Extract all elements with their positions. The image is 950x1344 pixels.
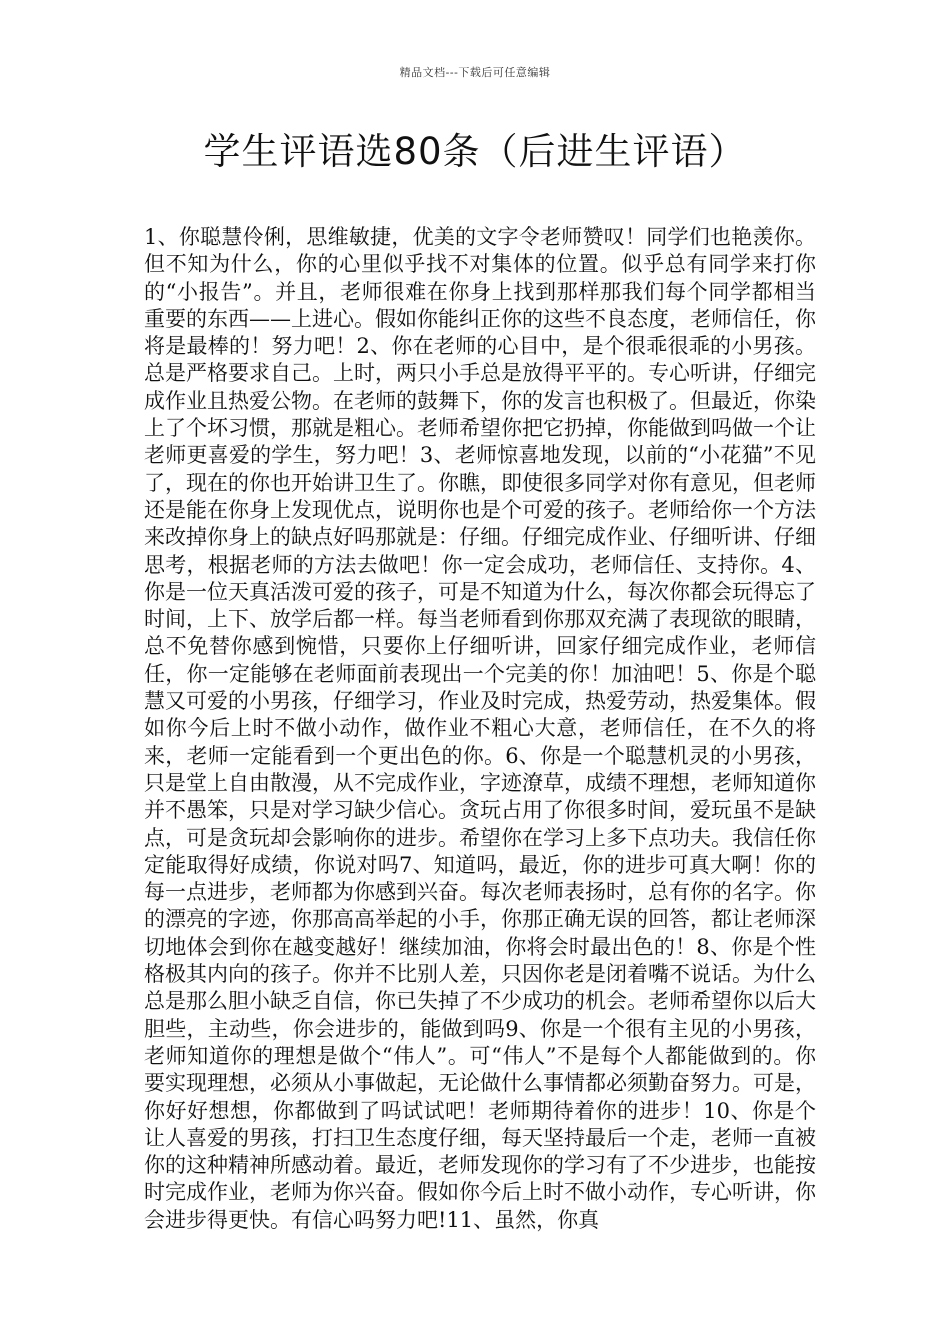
page-header-note: 精品文档---下载后可任意编辑 — [399, 66, 551, 79]
document-body-paragraph: 1、你聪慧伶俐，思维敏捷，优美的文字令老师赞叹！同学们也艳羡你。但不知为什么，你的心里似乎找不对集体的位置。似乎总有同学来打你的“小报告”。并且，老师很难在你身上找到那样那我们每个同学都相当重要的东西——上进心。假如你能纠正你的这些不良态度，老师信任，你将是最棒的！努力吧！2、你在老师的心目中，是个很乖很乖的小男孩。总是严格要求自己。上时，两只小手总是放得平平的。专心听讲，仔细完成作业且热爱公物。在老师的鼓舞下，你的发言也积极了。但最近，你染上了个坏习惯，那就是粗心。老师希望你把它扔掉，你能做到吗做一个让老师更喜爱的学生，努力吧！3、老师惊喜地发现，以前的“小花猫”不见了，现在的你也开始讲卫生了。你瞧，即使很多同学对你有意见，但老师还是能在你身上发现优点，说明你也是个可爱的孩子。老师给你一个方法来改掉你身上的缺点好吗那就是：仔细。仔细完成作业、仔细听讲、仔细思考，根据老师的方法去做吧！你一定会成功，老师信任、支持你。4、你是一位天真活泼可爱的孩子，可是不知道为什么，每次你都会玩得忘了时间，上下、放学后都一样。每当老师看到你那双充满了表现欲的眼睛，总不免替你感到惋惜，只要你上仔细听讲，回家仔细完成作业，老师信任，你一定能够在老师面前表现出一个完美的你！加油吧！5、你是个聪慧又可爱的小男孩，仔细学习，作业及时完成，热爱劳动，热爱集体。假如你今后上时不做小动作，做作业不粗心大意，老师信任，在不久的将来，老师一定能看到一个更出色的你。6、你是一个聪慧机灵的小男孩，只是堂上自由散漫，从不完成作业，字迹潦草，成绩不理想，老师知道你并不愚笨，只是对学习缺少信心。贪玩占用了你很多时间，爱玩虽不是缺点，可是贪玩却会影响你的进步。希望你在学习上多下点功夫。我信任你定能取得好成绩，你说对吗7、知道吗，最近，你的进步可真大啊！你的每一点进步，老师都为你感到兴奋。每次老师表扬时，总有你的名字。你的漂亮的字迹，你那高高举起的小手，你那正确无误的回答，都让老师深切地体会到你在越变越好！继续加油，你将会时最出色的！8、你是个性格极其内向的孩子。你并不比别人差，只因你老是闭着嘴不说话。为什么总是那么胆小缺乏自信，你已失掉了不少成功的机会。老师希望你以后大胆些，主动些，你会进步的，能做到吗9、你是一个很有主见的小男孩，老师知道你的理想是做个“伟人”。可“伟人”不是每个人都能做到的。你要实现理想，必须从小事做起，无论做什么事情都必须勤奋努力。可是，你好好想想，你都做到了吗试试吧！老师期待着你的进步！10、你是个让人喜爱的男孩，打扫卫生态度仔细，每天坚持最后一个走，老师一直被你的这种精神所感动着。最近，老师发现你的学习有了不少进步，也能按时完成作业，老师为你兴奋。假如你今后上时不做小动作，专心听讲，你会进步得更快。有信心吗努力吧!11、虽然，你真 — [144, 225, 816, 1232]
document-title: 学生评语选80条（后进生评语） — [203, 130, 747, 173]
